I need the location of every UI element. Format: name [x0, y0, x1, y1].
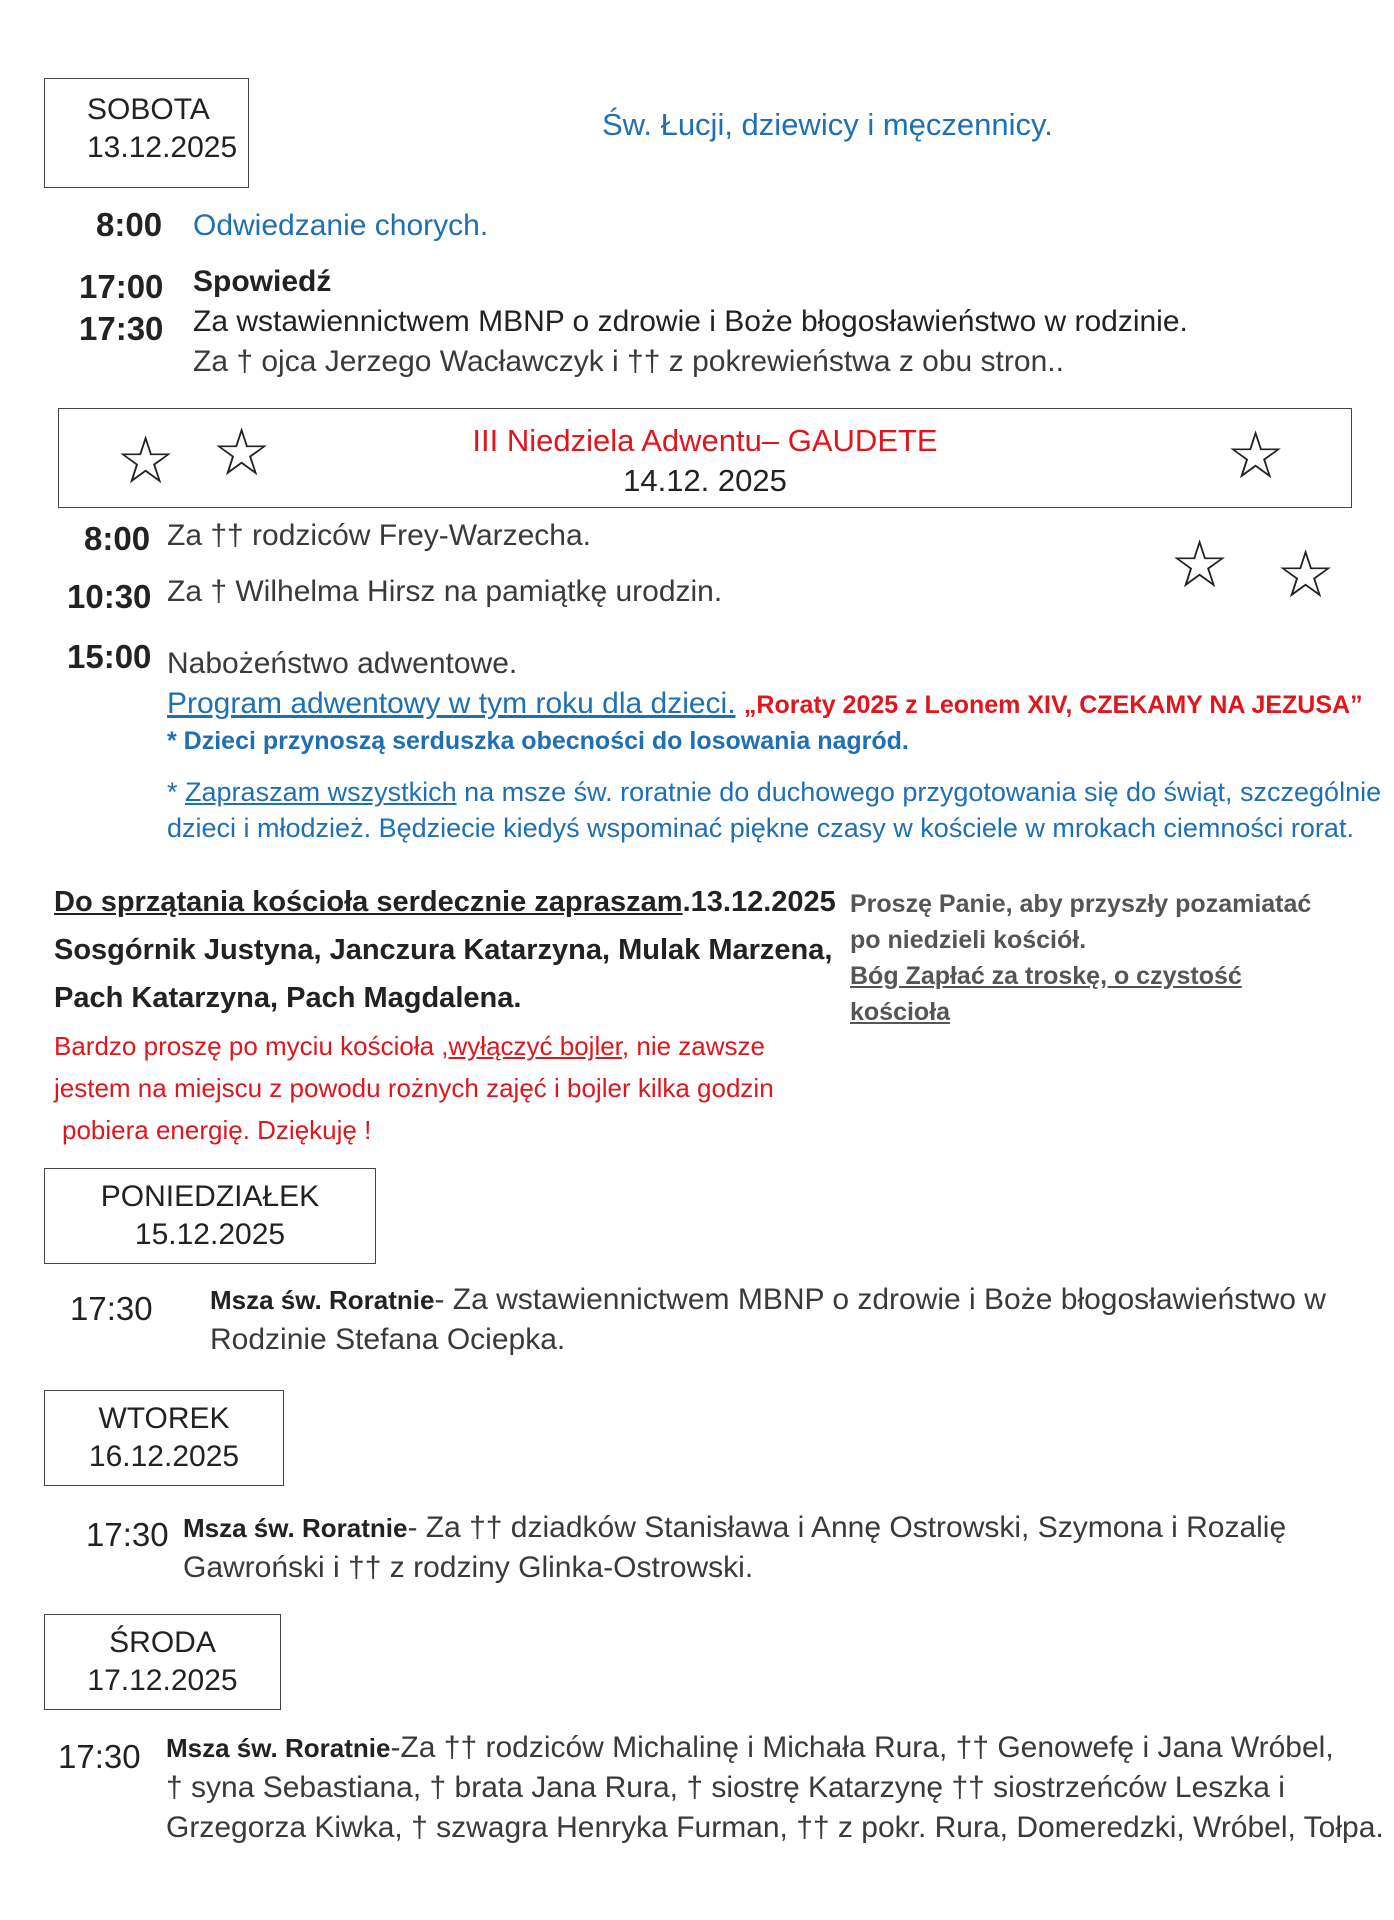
monday-time: 17:30 [70, 1290, 153, 1327]
star-icon: ☆ [212, 414, 272, 491]
tuesday-mass-label: Msza św. Roratnie [183, 1513, 408, 1543]
sunday-text-1: Za †† rodziców Frey-Warzecha. [167, 519, 592, 552]
saturday-date-label: 13.12.2025 [87, 131, 238, 164]
wednesday-time: 17:30 [58, 1738, 141, 1775]
tuesday-date-label: 16.12.2025 [88, 1440, 240, 1473]
side-note-4: kościoła [850, 998, 951, 1026]
tuesday-line-1 [183, 1508, 1286, 1548]
monday-line-1 [210, 1280, 1326, 1320]
invite-line-2: dzieci i młodzież. Będziecie kiedyś wspominać piękne czasy w kościele w mrokach ciemności rorat. [167, 813, 1354, 843]
saturday-date-box [44, 78, 249, 188]
saturday-text-2: Spowiedź [193, 265, 332, 298]
invite-asterisk: * [167, 777, 178, 807]
star-icon: ☆ [1276, 536, 1336, 613]
invite-link[interactable]: Zapraszam wszystkich [185, 777, 457, 807]
monday-text-1: - Za wstawiennictwem MBNP o zdrowie i Boże błogosławieństwo w [434, 1283, 1326, 1316]
wednesday-mass-label: Msza św. Roratnie [166, 1733, 391, 1763]
saturday-text-1: Odwiedzanie chorych. [193, 209, 489, 242]
invite-line-1 [167, 772, 1381, 812]
tuesday-time: 17:30 [86, 1516, 169, 1553]
boiler-line-1 [54, 1026, 765, 1066]
monday-day-label: PONIEDZIAŁEK [100, 1180, 320, 1213]
side-note-3: Bóg Zapłać za troskę, o czystość [850, 962, 1242, 990]
invite-rest: na msze św. roratnie do duchowego przygotowania się do świąt, szczególnie [464, 777, 1382, 807]
saturday-time-1: 8:00 [96, 206, 163, 243]
hearts-note: * Dzieci przynoszą serduszka obecności do losowania nagród. [167, 727, 909, 755]
cleaning-names-2: Pach Katarzyna, Pach Magdalena. [54, 982, 522, 1014]
sunday-title: III Niedziela Adwentu– GAUDETE [472, 423, 938, 458]
wednesday-date-box [44, 1614, 281, 1710]
wednesday-text-1: -Za †† rodziców Michalinę i Michała Rura, †† Genowefę i Jana Wróbel, [390, 1731, 1334, 1764]
tuesday-text-2: Gawroński i †† z rodziny Glinka-Ostrowski. [183, 1551, 754, 1584]
boiler-text-b: , nie zawsze [621, 1031, 765, 1061]
tuesday-date-box [44, 1390, 284, 1486]
sunday-text-2: Za † Wilhelma Hirsz na pamiątkę urodzin. [167, 575, 723, 608]
side-note-2: po niedzieli kościół. [850, 926, 1087, 954]
wednesday-date-label: 17.12.2025 [87, 1664, 238, 1697]
wednesday-day-label: ŚRODA [109, 1626, 216, 1659]
star-icon: ☆ [1170, 526, 1230, 603]
cleaning-heading: Do sprzątania kościoła serdecznie zapraszam [54, 886, 683, 918]
cleaning-names-1: Sosgórnik Justyna, Janczura Katarzyna, Mulak Marzena, [54, 934, 833, 966]
cleaning-date: .13.12.2025 [682, 886, 836, 918]
wednesday-line-1 [166, 1728, 1334, 1768]
sunday-date: 14.12. 2025 [623, 463, 787, 498]
saturday-day-label: SOBOTA [87, 93, 210, 126]
sunday-time-1: 8:00 [84, 520, 151, 557]
sunday-text-3: Nabożeństwo adwentowe. [167, 647, 518, 680]
boiler-text-a: Bardzo proszę po myciu kościoła , [54, 1031, 449, 1061]
monday-date-label: 15.12.2025 [134, 1218, 286, 1251]
tuesday-text-1: - Za †† dziadków Stanisława i Annę Ostrowski, Szymona i Rozalię [407, 1511, 1287, 1544]
program-link[interactable]: Program adwentowy w tym roku dla dzieci. [167, 687, 736, 720]
program-line [167, 684, 1363, 725]
monday-mass-label: Msza św. Roratnie [210, 1285, 435, 1315]
boiler-line-3: pobiera energię. Dziękuję ! [62, 1115, 372, 1145]
star-icon: ☆ [116, 422, 176, 499]
wednesday-text-3: Grzegorza Kiwka, † szwagra Henryka Furman, †† z pokr. Rura, Domeredzki, Wróbel, Tołpa. [166, 1811, 1384, 1844]
wednesday-text-2: † syna Sebastiana, † brata Jana Rura, † siostrę Katarzynę †† siostrzeńców Leszka i [166, 1771, 1285, 1804]
cleaning-heading-line [54, 882, 836, 922]
boiler-link: wyłączyć bojler [448, 1031, 622, 1061]
program-title: „Roraty 2025 z Leonem XIV, CZEKAMY NA JEZUSA” [743, 691, 1363, 719]
saturday-feast: Św. Łucji, dziewicy i męczennicy. [602, 107, 1053, 142]
star-icon: ☆ [1226, 417, 1286, 494]
sunday-time-2: 10:30 [67, 578, 152, 615]
tuesday-day-label: WTOREK [98, 1402, 230, 1435]
boiler-line-2: jestem na miejscu z powodu rożnych zajęć i bojler kilka godzin [54, 1073, 774, 1103]
saturday-text-3: Za wstawiennictwem MBNP o zdrowie i Boże błogosławieństwo w rodzinie. [193, 305, 1188, 338]
monday-text-2: Rodzinie Stefana Ociepka. [210, 1323, 566, 1356]
monday-date-box [44, 1168, 376, 1264]
side-note-1: Proszę Panie, aby przyszły pozamiatać [850, 890, 1312, 918]
saturday-time-2: 17:00 [79, 268, 164, 305]
saturday-time-3: 17:30 [79, 310, 164, 347]
saturday-text-3b: Za † ojca Jerzego Wacławczyk i †† z pokrewieństwa z obu stron.. [193, 345, 1064, 378]
sunday-time-3: 15:00 [67, 638, 152, 675]
